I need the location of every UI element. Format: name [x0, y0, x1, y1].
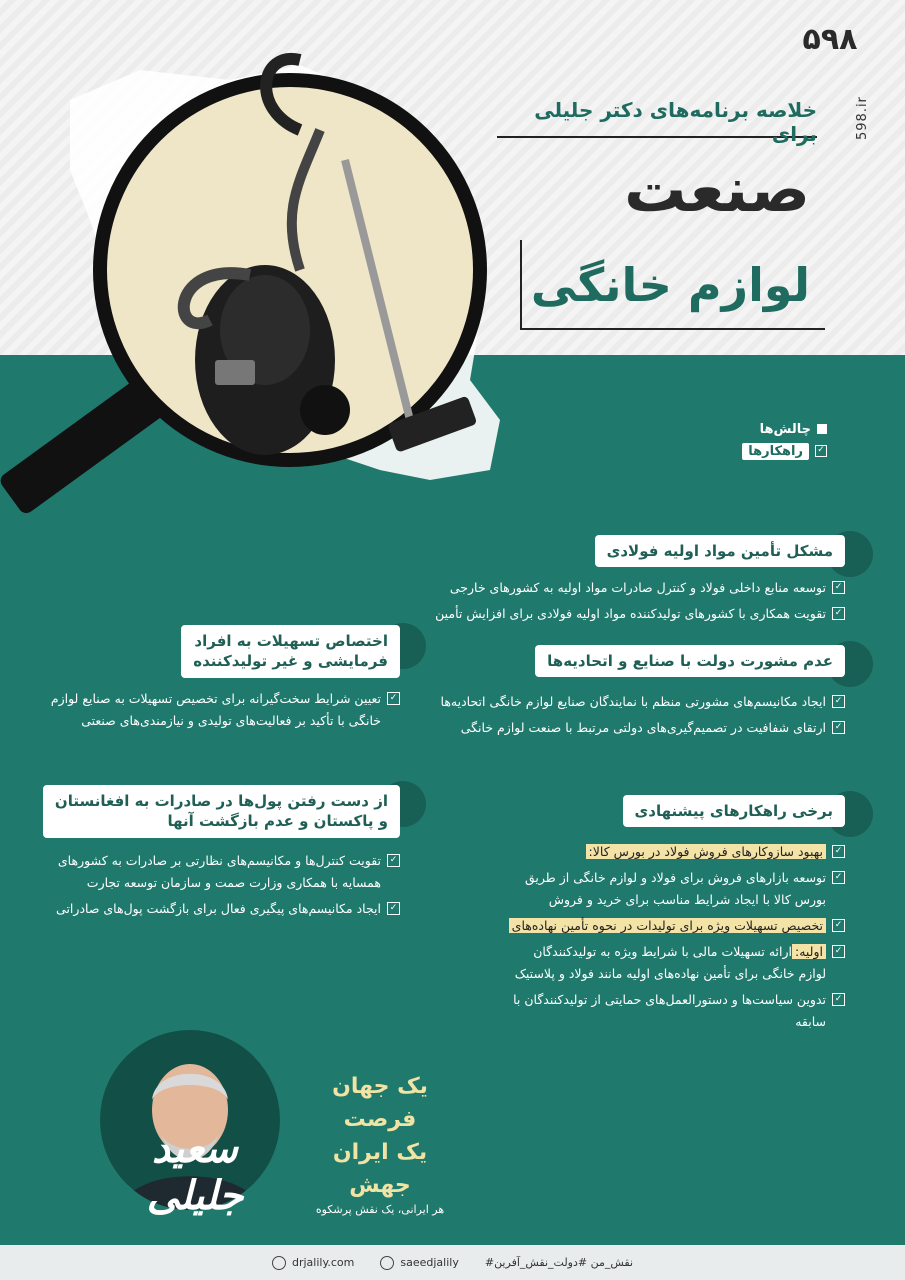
list-item: [425, 717, 845, 739]
bullet-text: توسعه بازارهای فروش برای فولاد و لوازم خانگی از طریق بورس کالا با ایجاد شرایط مناسب برای خرید و فروش: [525, 870, 826, 908]
check-icon: ✓: [387, 902, 400, 915]
title-frame: [520, 240, 825, 330]
footer-site[interactable]: [272, 1256, 354, 1270]
list-item: [415, 603, 845, 625]
check-icon: ✓: [387, 692, 400, 705]
list-item: [505, 915, 845, 937]
list-item: [505, 941, 845, 985]
footer-hashtags: [485, 1256, 633, 1269]
brand-logo: ۵۹۸: [802, 22, 858, 57]
footer-handle-label: saeedjalily: [400, 1256, 459, 1269]
bullet-text: تقویت همکاری با کشورهای تولیدکننده مواد اولیه فولادی برای افزایش تأمین: [435, 606, 826, 622]
footer: [0, 1245, 905, 1280]
legend-solutions: [727, 440, 827, 462]
check-icon: ✓: [387, 854, 400, 867]
check-icon: ✓: [832, 695, 845, 708]
section-heading: [181, 625, 400, 678]
bullet-text: تدوین سیاست‌ها و دستورالعمل‌های حمایتی از تولیدکنندگان با سابقه: [513, 992, 826, 1030]
heading-line: و پاکستان و عدم بازگشت آنها: [167, 812, 388, 831]
check-icon: ✓: [832, 871, 845, 884]
list-item: [505, 989, 845, 1033]
bullet-text: ارتقای شفافیت در تصمیم‌گیری‌های دولتی مرتبط با صنعت لوازم خانگی: [460, 720, 826, 736]
bullet-text: ارائه تسهیلات مالی با شرایط ویژه به تولیدکنندگان لوازم خانگی برای تأمین نهاده‌های اولیه مانند فولاد و پلاستیک: [514, 944, 826, 982]
heading-line: اختصاص تسهیلات به افراد: [194, 632, 388, 650]
slogan-line: یک جهان فرصت: [332, 1074, 428, 1132]
heading-line: فرمایشی و غیر تولیدکننده: [193, 652, 388, 671]
section-heading: برخی راهکارهای پیشنهادی: [623, 795, 845, 827]
social-icon: [380, 1256, 394, 1270]
page-title-sub: لوازم خانگی: [530, 258, 810, 312]
check-icon: ✓: [832, 945, 845, 958]
section-facilities: [30, 625, 400, 732]
heading-line: از دست رفتن پول‌ها در صادرات به افغانستان: [54, 792, 388, 810]
highlight-text: اولیه:: [792, 944, 826, 959]
section-steel: [415, 535, 845, 625]
section-heading: [43, 785, 400, 838]
bullet-text: تقویت کنترل‌ها و مکانیسم‌های نظارتی بر صادرات به کشورهای همسایه با همکاری وزارت صمت و سازمان توسعه تجارت: [57, 852, 381, 890]
legend-challenges: [727, 418, 827, 440]
check-icon: ✓: [832, 721, 845, 734]
check-icon: ✓: [832, 845, 845, 858]
section-heading: عدم مشورت دولت با صنایع و اتحادیه‌ها: [535, 645, 845, 677]
section-export: [20, 785, 400, 920]
list-item: [505, 867, 845, 911]
check-icon: ✓: [832, 581, 845, 594]
list-item: [425, 691, 845, 713]
check-icon: ✓: [832, 993, 845, 1006]
slogan: [300, 1070, 460, 1216]
list-item: [415, 577, 845, 599]
list-item: [505, 841, 845, 863]
check-icon: ✓: [815, 445, 827, 457]
highlight-text: تخصیص تسهیلات ویژه برای تولیدات در نحوه تأمین نهاده‌های: [509, 918, 826, 933]
check-icon: ✓: [832, 919, 845, 932]
check-icon: ✓: [832, 607, 845, 620]
candidate-signature: سعید جلیلی: [146, 1125, 244, 1219]
slogan-line: یک ایران جهش: [332, 1140, 428, 1198]
list-item: [20, 898, 400, 920]
section-heading: مشکل تأمین مواد اولیه فولادی: [595, 535, 845, 567]
brand-site: 598.ir: [855, 96, 870, 140]
legend-challenges-label: چالش‌ها: [759, 421, 811, 437]
page-title: صنعت: [624, 153, 810, 226]
bullet-text: توسعه منابع داخلی فولاد و کنترل صادرات مواد اولیه به کشورهای خارجی: [449, 580, 826, 596]
bullet-text: تعیین شرایط سخت‌گیرانه برای تخصیص تسهیلات به صنایع لوازم خانگی با تأکید بر فعالیت‌های تولیدی و نیازمندی‌های صنعتی: [50, 690, 381, 728]
legend-solutions-label: راهکارها: [742, 443, 809, 460]
footer-site-label: drjalily.com: [291, 1256, 355, 1269]
bullet-text: ایجاد مکانیسم‌های مشورتی منظم با نمایندگان صنایع لوازم خانگی اتحادیه‌ها: [440, 694, 826, 710]
slogan-small: هر ایرانی، یک نقش پرشکوه: [315, 1203, 445, 1216]
highlight-text: بهبود سازوکارهای فروش فولاد در بورس کالا:: [586, 844, 826, 859]
footer-handle[interactable]: [380, 1256, 458, 1270]
list-item: [20, 850, 400, 894]
list-item: [30, 688, 400, 732]
section-proposals: [505, 795, 845, 1033]
page-subtitle: خلاصه برنامه‌های دکتر جلیلی برای: [497, 98, 817, 138]
magnifier-illustration: [0, 40, 560, 520]
footer-hashtags-label: #نقش_من #دولت_نقش_آفرین: [484, 1256, 634, 1269]
section-consult: [425, 645, 845, 739]
globe-icon: [272, 1256, 286, 1270]
legend: [727, 418, 827, 468]
square-icon: [817, 424, 827, 434]
bullet-text: ایجاد مکانیسم‌های پیگیری فعال برای بازگشت پول‌های صادراتی: [56, 900, 381, 916]
